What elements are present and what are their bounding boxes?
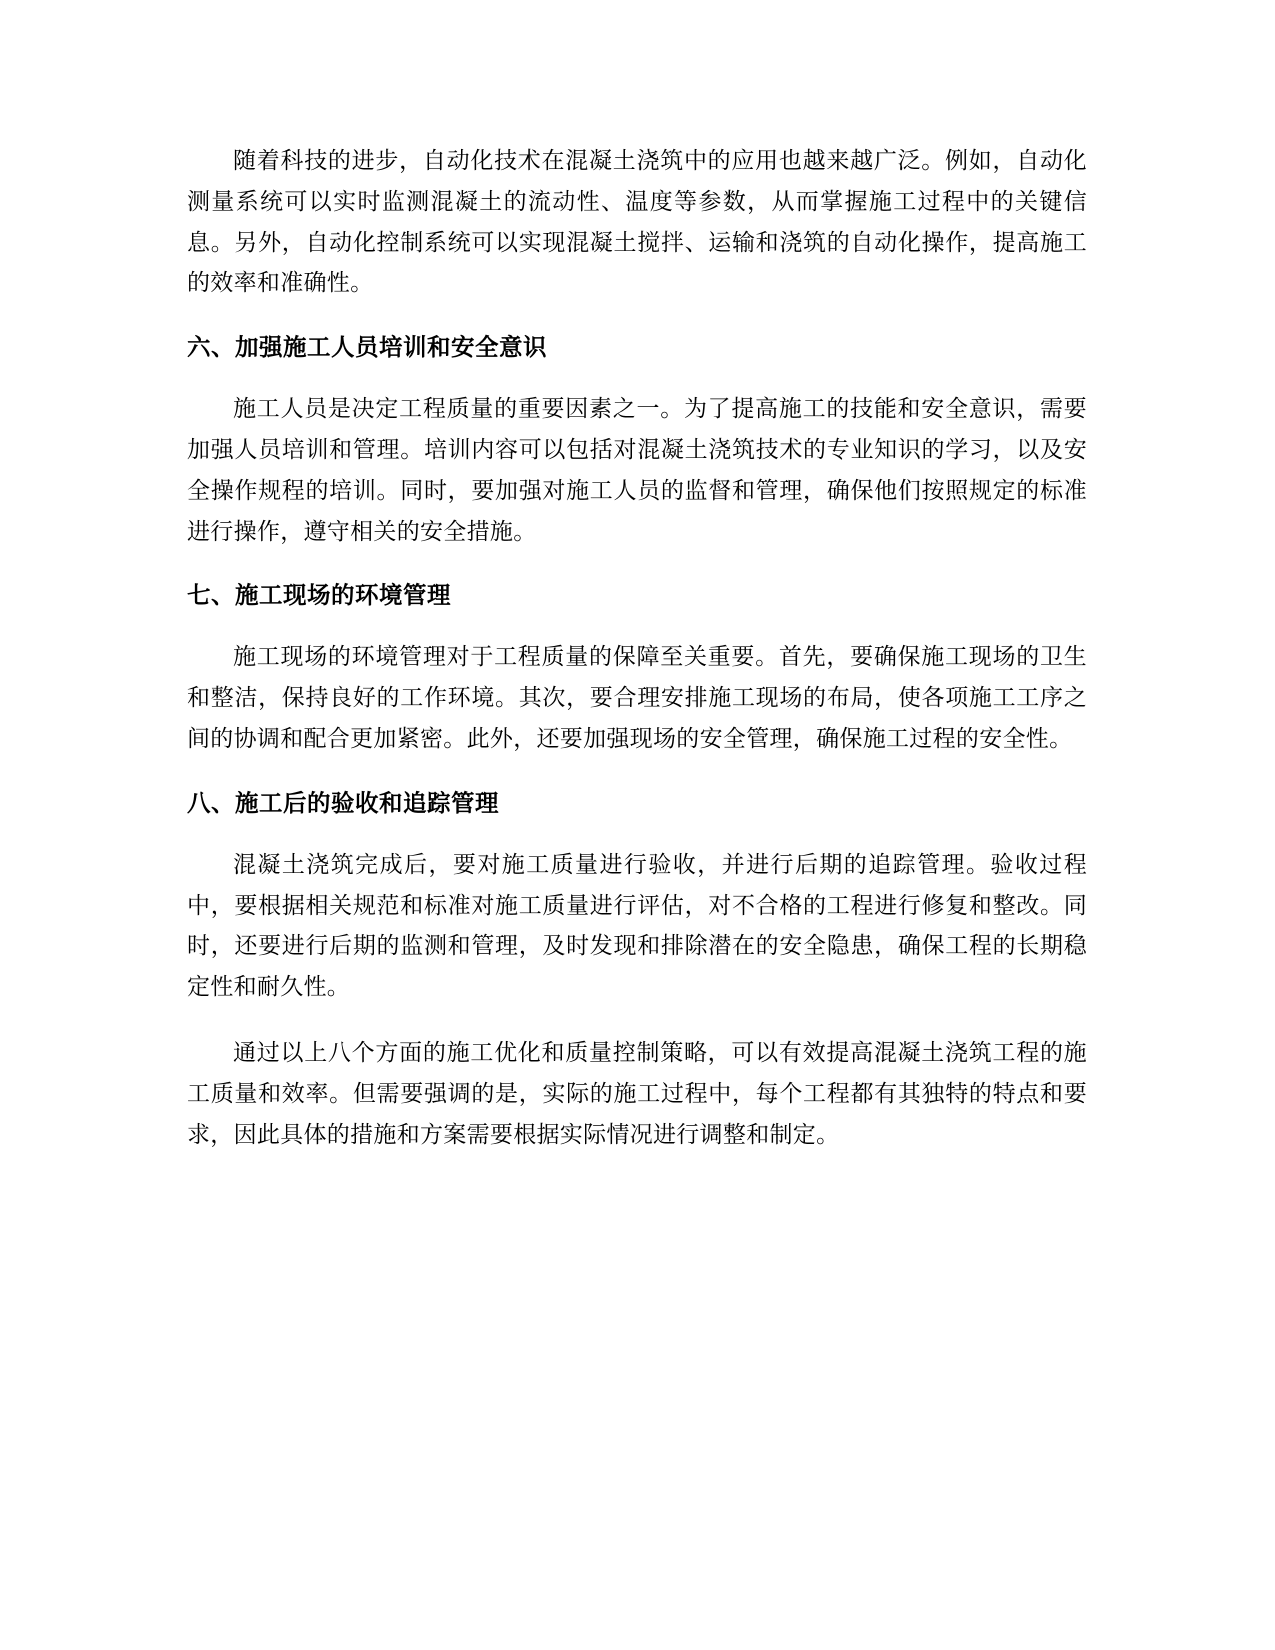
paragraph-conclusion: 通过以上八个方面的施工优化和质量控制策略，可以有效提高混凝土浇筑工程的施工质量和效率。但需要强调的是，实际的施工过程中，每个工程都有其独特的特点和要求，因此具体的措施和方案需要根据实际情况进行调整和制定。 <box>187 1039 1087 1148</box>
paragraph-acceptance: 混凝土浇筑完成后，要对施工质量进行验收，并进行后期的追踪管理。验收过程中，要根据相关规范和标准对施工质量进行评估，对不合格的工程进行修复和整改。同时，还要进行后期的监测和管理，及时发现和排除潜在的安全隐患，确保工程的长期稳定性和耐久性。 <box>187 851 1087 1001</box>
section-heading-environment: 七、施工现场的环境管理 <box>187 581 451 610</box>
section-heading-training: 六、加强施工人员培训和安全意识 <box>187 333 547 362</box>
document-body <box>187 141 1087 1155</box>
paragraph-automation: 随着科技的进步，自动化技术在混凝土浇筑中的应用也越来越广泛。例如，自动化测量系统可以实时监测混凝土的流动性、温度等参数，从而掌握施工过程中的关键信息。另外，自动化控制系统可以实现混凝土搅拌、运输和浇筑的自动化操作，提高施工的效率和准确性。 <box>187 148 1087 297</box>
paragraph-environment: 施工现场的环境管理对于工程质量的保障至关重要。首先，要确保施工现场的卫生和整洁，保持良好的工作环境。其次，要合理安排施工现场的布局，使各项施工工序之间的协调和配合更加紧密。此外，还要加强现场的安全管理，确保施工过程的安全性。 <box>187 644 1087 752</box>
paragraph-training: 施工人员是决定工程质量的重要因素之一。为了提高施工的技能和安全意识，需要加强人员培训和管理。培训内容可以包括对混凝土浇筑技术的专业知识的学习，以及安全操作规程的培训。同时，要加强对施工人员的监督和管理，确保他们按照规定的标准进行操作，遵守相关的安全措施。 <box>187 396 1087 545</box>
section-heading-acceptance: 八、施工后的验收和追踪管理 <box>187 788 499 817</box>
